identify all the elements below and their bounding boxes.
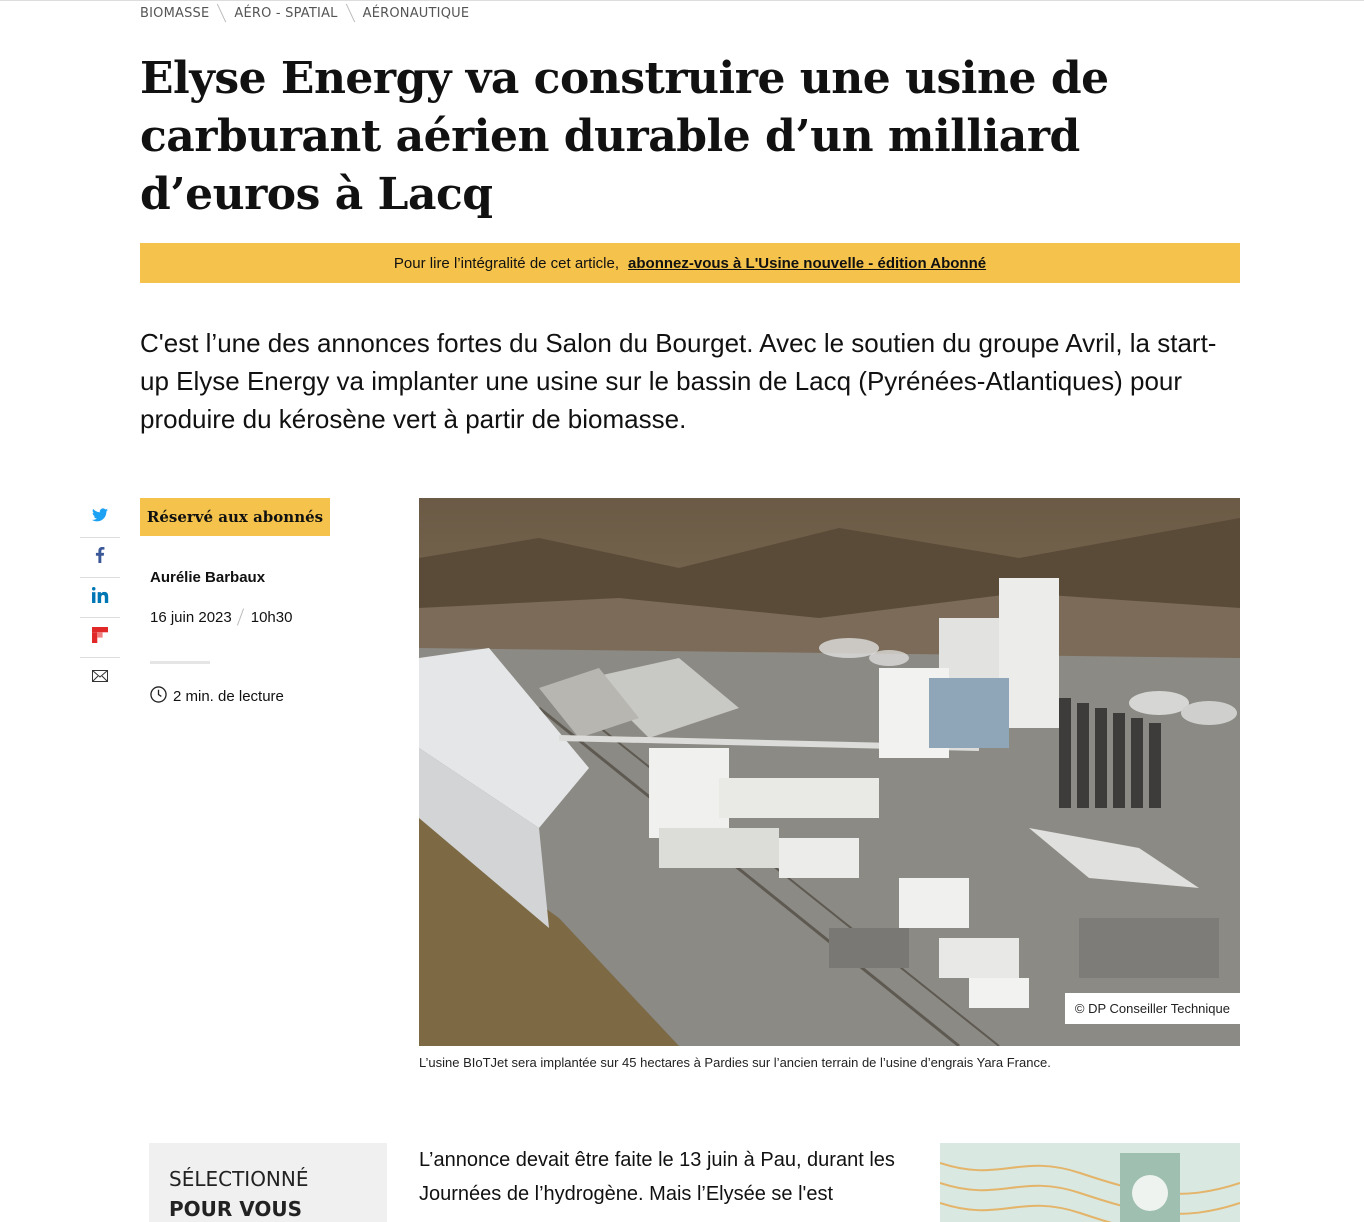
selected-heading-line1: SÉLECTIONNÉ [169, 1167, 309, 1191]
subscriber-badge: Réservé aux abonnés [140, 498, 330, 536]
date-separator [237, 608, 244, 625]
reading-time [150, 686, 284, 707]
related-article-image[interactable] [940, 1143, 1240, 1222]
clock-icon [150, 686, 167, 707]
flipboard-icon [92, 627, 108, 648]
paywall-text: Pour lire l’intégralité de cet article, [393, 254, 620, 272]
linkedin-icon [92, 587, 109, 608]
share-twitter-button[interactable] [80, 498, 120, 538]
share-flipboard-button[interactable] [80, 618, 120, 658]
selected-heading-line2: POUR VOUS [169, 1197, 303, 1221]
photo-caption: L’usine BIoTJet sera implantée sur 45 hectares à Pardies sur l’ancien terrain de l’usine d’engrais Yara France. [419, 1055, 1051, 1070]
share-facebook-button[interactable] [80, 538, 120, 578]
subscribe-link[interactable]: abonnez-vous à L'Usine nouvelle - édition Abonné [628, 254, 987, 272]
breadcrumb-item-biomasse[interactable]: BIOMASSE [140, 5, 210, 21]
facebook-icon [95, 547, 105, 568]
share-linkedin-button[interactable] [80, 578, 120, 618]
share-bar [80, 498, 120, 698]
email-icon [92, 669, 108, 687]
article-title: Elyse Energy va construire une usine de carburant aérien durable d’un milliard d’euros à Lacq [140, 53, 1109, 220]
breadcrumb [140, 4, 469, 22]
breadcrumb-item-aero-spatial[interactable]: AÉRO - SPATIAL [234, 5, 338, 21]
publish-time: 10h30 [250, 608, 293, 626]
reading-time-label: 2 min. de lecture [173, 688, 284, 705]
author-name[interactable]: Aurélie Barbaux [150, 569, 266, 586]
related-image-graphic [940, 1143, 1240, 1222]
meta-divider [150, 661, 210, 664]
paywall-banner [140, 243, 1240, 283]
twitter-icon [92, 508, 108, 527]
breadcrumb-item-aeronautique[interactable]: AÉRONAUTIQUE [362, 5, 470, 21]
photo-credit: © DP Conseiller Technique [1065, 993, 1240, 1024]
breadcrumb-separator [217, 4, 226, 23]
share-email-button[interactable] [80, 658, 120, 698]
article-photo [419, 498, 1240, 1046]
publish-date: 16 juin 2023 [150, 608, 232, 626]
article-body-paragraph: L’annonce devait être faite le 13 juin à Pau, durant les Journées de l’hydrogène. Mais l’Elysée se l'est [419, 1149, 895, 1205]
article-lead: C'est l’une des annonces fortes du Salon du Bourget. Avec le soutien du groupe Avril, la start-up Elyse Energy va implanter une usine sur le bassin de Lacq (Pyrénées-Atlantiques) pour produire du kérosène vert à partir de biomasse. [140, 328, 1217, 434]
selected-for-you-box [149, 1143, 387, 1222]
industrial-site-image [419, 498, 1240, 1046]
publish-dateline [150, 608, 292, 626]
breadcrumb-separator [345, 4, 354, 23]
top-border [0, 0, 1364, 3]
